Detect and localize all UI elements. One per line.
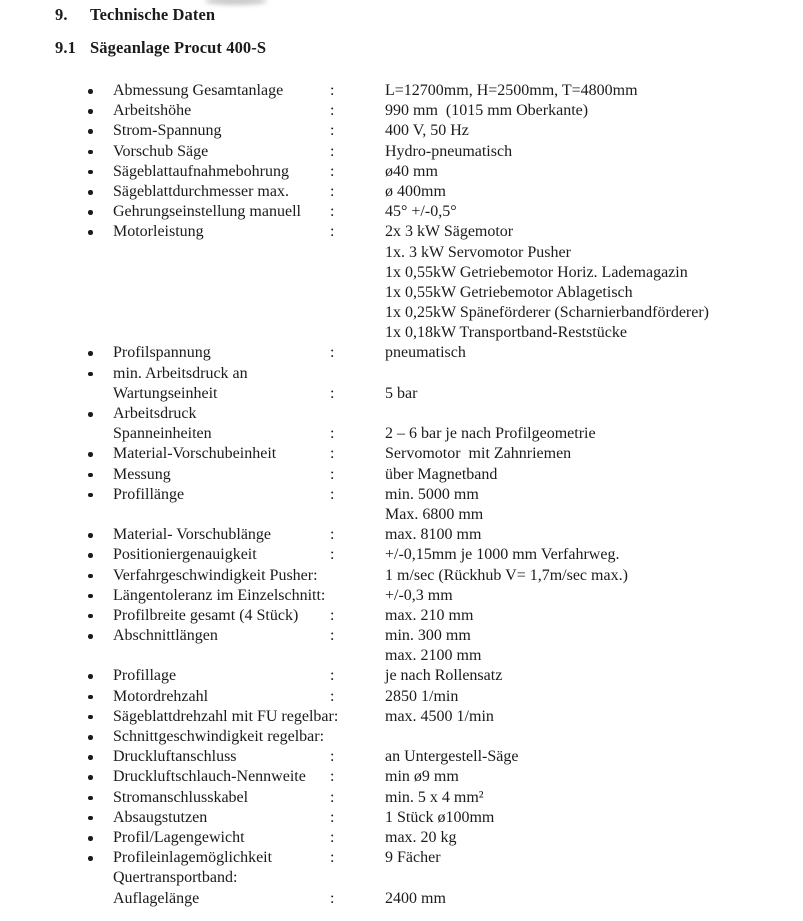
- spec-label: Auflagelänge: [113, 889, 200, 907]
- spec-label: Arbeitsdruck: [113, 405, 197, 422]
- bullet-icon: [88, 190, 93, 195]
- bullet-icon: [88, 674, 93, 679]
- spec-colon: :: [330, 445, 335, 463]
- spec-row: [0, 465, 803, 485]
- spec-value: 2 – 6 bar je nach Profilgeometrie: [385, 425, 596, 443]
- spec-row: [0, 424, 803, 444]
- section-number: 9.: [55, 5, 68, 24]
- spec-colon: :: [330, 808, 335, 826]
- spec-row: [0, 101, 803, 121]
- spec-value: min. 5 x 4 mm²: [385, 788, 484, 806]
- spec-colon: :: [330, 344, 335, 362]
- bullet-icon: [88, 614, 93, 619]
- bullet-icon: [88, 755, 93, 760]
- spec-label: Längentoleranz im Einzelschnitt:: [113, 586, 326, 604]
- spec-row: [0, 666, 803, 686]
- spec-colon: :: [330, 162, 335, 180]
- spec-row: [0, 444, 803, 464]
- spec-row: [0, 121, 803, 141]
- spec-colon: :: [330, 82, 335, 99]
- spec-label: Sägeblattdrehzahl mit FU regelbar:: [113, 707, 339, 725]
- spec-row: [0, 626, 803, 646]
- spec-value: 1x. 3 kW Servomotor Pusher: [385, 243, 571, 261]
- spec-value: max. 20 kg: [385, 828, 457, 846]
- bullet-icon: [88, 715, 93, 720]
- spec-colon: :: [330, 748, 335, 766]
- spec-row: [0, 81, 803, 101]
- bullet-icon: [88, 634, 93, 639]
- spec-value: 1x 0,55kW Getriebemotor Horiz. Lademagazin: [385, 263, 688, 281]
- bullet-icon: [88, 230, 93, 235]
- spec-row: [0, 263, 803, 283]
- bullet-icon: [88, 493, 93, 498]
- spec-label: Schnittgeschwindigkeit regelbar:: [113, 728, 325, 745]
- spec-row: [0, 323, 803, 343]
- spec-label: min. Arbeitsdruck an: [113, 364, 248, 382]
- spec-value: max. 4500 1/min: [385, 707, 494, 725]
- spec-label: Absaugstutzen: [113, 808, 208, 826]
- spec-list: [0, 81, 803, 909]
- spec-row: [0, 889, 803, 909]
- spec-colon: :: [330, 667, 335, 685]
- bullet-icon: [88, 775, 93, 780]
- spec-colon: :: [330, 223, 335, 241]
- spec-value: L=12700mm, H=2500mm, T=4800mm: [385, 82, 638, 99]
- spec-row: [0, 343, 803, 363]
- spec-label: Druckluftanschluss: [113, 748, 237, 766]
- section-heading: [55, 5, 215, 25]
- spec-value: 9 Fächer: [385, 849, 441, 867]
- spec-row: [0, 485, 803, 505]
- spec-value: 1x 0,55kW Getriebemotor Ablagetisch: [385, 283, 633, 301]
- spec-label: Material-Vorschubeinheit: [113, 445, 277, 463]
- spec-label: Spanneinheiten: [113, 425, 212, 443]
- spec-row: [0, 142, 803, 162]
- spec-label: Druckluftschlauch-Nennweite: [113, 768, 306, 786]
- spec-value: 1 Stück ø100mm: [385, 808, 495, 826]
- spec-label: Profilbreite gesamt (4 Stück): [113, 606, 299, 624]
- spec-colon: :: [330, 526, 335, 544]
- bullet-icon: [88, 796, 93, 801]
- spec-colon: :: [330, 687, 335, 705]
- spec-colon: :: [330, 788, 335, 806]
- spec-row: [0, 868, 803, 888]
- spec-value: pneumatisch: [385, 344, 466, 362]
- bullet-icon: [88, 89, 93, 94]
- spec-value: 990 mm (1015 mm Oberkante): [385, 102, 589, 120]
- spec-row: [0, 545, 803, 565]
- spec-label: Material- Vorschublänge: [113, 526, 272, 544]
- spec-row: [0, 828, 803, 848]
- bullet-icon: [88, 574, 93, 579]
- spec-label: Arbeitshöhe: [113, 102, 192, 120]
- spec-label: Stromanschlusskabel: [113, 788, 249, 806]
- bullet-icon: [88, 816, 93, 821]
- spec-colon: :: [330, 606, 335, 624]
- bullet-icon: [88, 129, 93, 134]
- spec-value: 5 bar: [385, 384, 418, 402]
- spec-row: [0, 222, 803, 242]
- spec-label: Vorschub Säge: [113, 142, 209, 160]
- bullet-icon: [88, 695, 93, 700]
- spec-colon: :: [330, 182, 335, 200]
- bullet-icon: [88, 170, 93, 175]
- spec-value: min. 5000 mm: [385, 485, 479, 503]
- spec-colon: :: [330, 142, 335, 160]
- spec-value: Hydro-pneumatisch: [385, 142, 513, 160]
- spec-value: 1x 0,25kW Späneförderer (Scharnierbandförderer): [385, 304, 710, 322]
- spec-row: [0, 767, 803, 787]
- bullet-icon: [88, 553, 93, 558]
- spec-row: [0, 202, 803, 222]
- spec-row: [0, 808, 803, 828]
- spec-row: [0, 566, 803, 586]
- spec-value: max. 2100 mm: [385, 647, 482, 665]
- spec-row: [0, 162, 803, 182]
- spec-row: [0, 303, 803, 323]
- spec-label: Sägeblattaufnahmebohrung: [113, 162, 289, 180]
- spec-label: Abmessung Gesamtanlage: [113, 82, 284, 99]
- spec-row: [0, 525, 803, 545]
- spec-row: [0, 707, 803, 727]
- spec-colon: :: [330, 425, 335, 443]
- subsection-title: Sägeanlage Procut 400-S: [90, 38, 267, 57]
- spec-colon: :: [330, 768, 335, 786]
- spec-label: Profillage: [113, 667, 177, 685]
- spec-label: Positioniergenauigkeit: [113, 546, 257, 564]
- spec-value: max. 210 mm: [385, 606, 474, 624]
- spec-label: Profil/Lagengewicht: [113, 828, 245, 846]
- spec-row: [0, 364, 803, 384]
- spec-colon: :: [330, 889, 335, 907]
- spec-colon: :: [330, 485, 335, 503]
- spec-value: 45° +/-0,5°: [385, 203, 457, 221]
- spec-row: [0, 404, 803, 424]
- spec-colon: :: [330, 203, 335, 221]
- subsection-number: 9.1: [55, 38, 76, 57]
- spec-label: Gehrungseinstellung manuell: [113, 203, 301, 221]
- spec-label: Verfahrgeschwindigkeit Pusher:: [113, 566, 318, 584]
- spec-row: [0, 586, 803, 606]
- bullet-icon: [88, 836, 93, 841]
- spec-colon: :: [330, 384, 335, 402]
- spec-label: Strom-Spannung: [113, 122, 222, 140]
- spec-label: Messung: [113, 465, 171, 483]
- spec-row: [0, 727, 803, 747]
- spec-value: 2400 mm: [385, 889, 446, 907]
- spec-value: +/-0,15mm je 1000 mm Verfahrweg.: [385, 546, 620, 564]
- spec-value: +/-0,3 mm: [385, 586, 453, 604]
- spec-label: Wartungseinheit: [113, 384, 218, 402]
- bullet-icon: [88, 210, 93, 215]
- spec-value: min ø9 mm: [385, 768, 459, 786]
- spec-row: [0, 606, 803, 626]
- spec-value: über Magnetband: [385, 465, 498, 483]
- spec-row: [0, 384, 803, 404]
- spec-label: Abschnittlängen: [113, 627, 218, 645]
- spec-value: ø 400mm: [385, 182, 446, 200]
- spec-colon: :: [330, 828, 335, 846]
- spec-colon: :: [330, 627, 335, 645]
- spec-colon: :: [330, 102, 335, 120]
- spec-row: [0, 646, 803, 666]
- subsection-heading: [55, 38, 266, 58]
- spec-row: [0, 283, 803, 303]
- spec-value: an Untergestell-Säge: [385, 748, 519, 766]
- bullet-icon: [88, 452, 93, 457]
- bullet-icon: [88, 856, 93, 861]
- spec-row: [0, 788, 803, 808]
- spec-colon: :: [330, 122, 335, 140]
- spec-row: [0, 182, 803, 202]
- bullet-icon: [88, 533, 93, 538]
- spec-colon: :: [330, 546, 335, 564]
- section-title: Technische Daten: [90, 5, 216, 24]
- spec-label: Quertransportband:: [113, 869, 238, 887]
- spec-value: 1x 0,18kW Transportband-Reststücke: [385, 324, 627, 342]
- bullet-icon: [88, 412, 93, 417]
- spec-label: Profileinlagemöglichkeit: [113, 849, 273, 867]
- spec-row: [0, 687, 803, 707]
- bullet-icon: [88, 372, 93, 377]
- spec-value: min. 300 mm: [385, 627, 471, 645]
- spec-row: [0, 747, 803, 767]
- spec-label: Profillänge: [113, 485, 185, 503]
- spec-value: max. 8100 mm: [385, 526, 482, 544]
- spec-row: [0, 243, 803, 263]
- spec-label: Motorleistung: [113, 223, 204, 241]
- spec-value: Servomotor mit Zahnriemen: [385, 445, 572, 463]
- spec-row: [0, 505, 803, 525]
- spec-value: Max. 6800 mm: [385, 505, 484, 523]
- spec-value: 2x 3 kW Sägemotor: [385, 223, 514, 241]
- spec-value: 1 m/sec (Rückhub V= 1,7m/sec max.): [385, 566, 628, 584]
- spec-label: Sägeblattdurchmesser max.: [113, 182, 289, 200]
- spec-value: 400 V, 50 Hz: [385, 122, 469, 140]
- bullet-icon: [88, 735, 93, 740]
- bullet-icon: [88, 109, 93, 114]
- spec-value: ø40 mm: [385, 162, 438, 180]
- spec-value: je nach Rollensatz: [385, 667, 503, 685]
- spec-label: Motordrehzahl: [113, 687, 209, 705]
- spec-colon: :: [330, 465, 335, 483]
- bullet-icon: [88, 351, 93, 356]
- spec-value: 2850 1/min: [385, 687, 459, 705]
- spec-row: [0, 848, 803, 868]
- bullet-icon: [88, 473, 93, 478]
- spec-colon: :: [330, 849, 335, 867]
- bullet-icon: [88, 150, 93, 155]
- spec-label: Profilspannung: [113, 344, 211, 362]
- bullet-icon: [88, 594, 93, 599]
